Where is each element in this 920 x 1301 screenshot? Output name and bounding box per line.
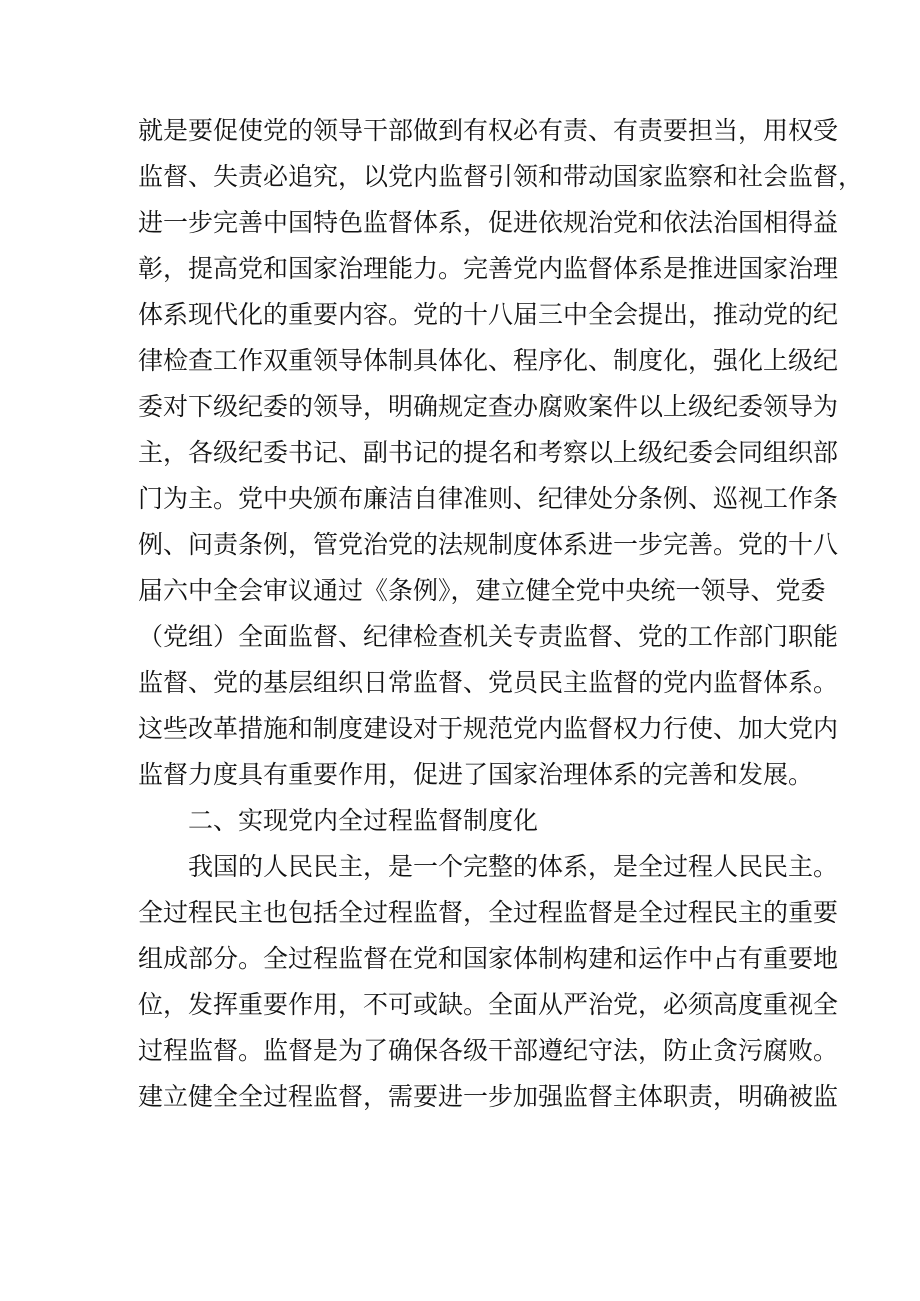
- text-line: 监督、失责必追究，以党内监督引领和带动国家监察和社会监督，: [138, 162, 864, 191]
- text-line: （党组）全面监督、纪律检查机关专责监督、党的工作部门职能: [138, 622, 839, 651]
- text-line: 主，各级纪委书记、副书记的提名和考察以上级纪委会同组织部: [138, 438, 839, 467]
- text-line: 体系现代化的重要内容。党的十八届三中全会提出，推动党的纪: [138, 300, 839, 329]
- text-line: 彰，提高党和国家治理能力。完善党内监督体系是推进国家治理: [138, 254, 839, 283]
- text-line: 律检查工作双重领导体制具体化、程序化、制度化，强化上级纪: [138, 346, 839, 375]
- section-heading: 二、实现党内全过程监督制度化: [188, 806, 539, 835]
- text-line: 建立健全全过程监督，需要进一步加强监督主体职责，明确被监: [138, 1082, 839, 1111]
- text-line: 这些改革措施和制度建设对于规范党内监督权力行使、加大党内: [138, 714, 839, 743]
- text-line: 组成部分。全过程监督在党和国家体制构建和运作中占有重要地: [138, 944, 839, 973]
- text-line: 就是要促使党的领导干部做到有权必有责、有责要担当，用权受: [138, 116, 839, 145]
- text-line: 全过程民主也包括全过程监督，全过程监督是全过程民主的重要: [138, 898, 839, 927]
- text-line: 我国的人民民主，是一个完整的体系，是全过程人民民主。: [188, 852, 839, 881]
- text-line: 监督、党的基层组织日常监督、党员民主监督的党内监督体系。: [138, 668, 839, 697]
- text-line: 门为主。党中央颁布廉洁自律准则、纪律处分条例、巡视工作条: [138, 484, 839, 513]
- text-line: 监督力度具有重要作用，促进了国家治理体系的完善和发展。: [138, 760, 814, 789]
- text-line: 届六中全会审议通过《条例》，建立健全党中央统一领导、党委: [138, 576, 826, 605]
- text-line: 进一步完善中国特色监督体系，促进依规治党和依法治国相得益: [138, 208, 839, 237]
- text-line: 过程监督。监督是为了确保各级干部遵纪守法，防止贪污腐败。: [138, 1036, 839, 1065]
- text-line: 位，发挥重要作用，不可或缺。全面从严治党，必须高度重视全: [138, 990, 839, 1019]
- document-body: [138, 108, 864, 1120]
- text-line: 委对下级纪委的领导，明确规定查办腐败案件以上级纪委领导为: [138, 392, 839, 421]
- text-line: 例、问责条例，管党治党的法规制度体系进一步完善。党的十八: [138, 530, 839, 559]
